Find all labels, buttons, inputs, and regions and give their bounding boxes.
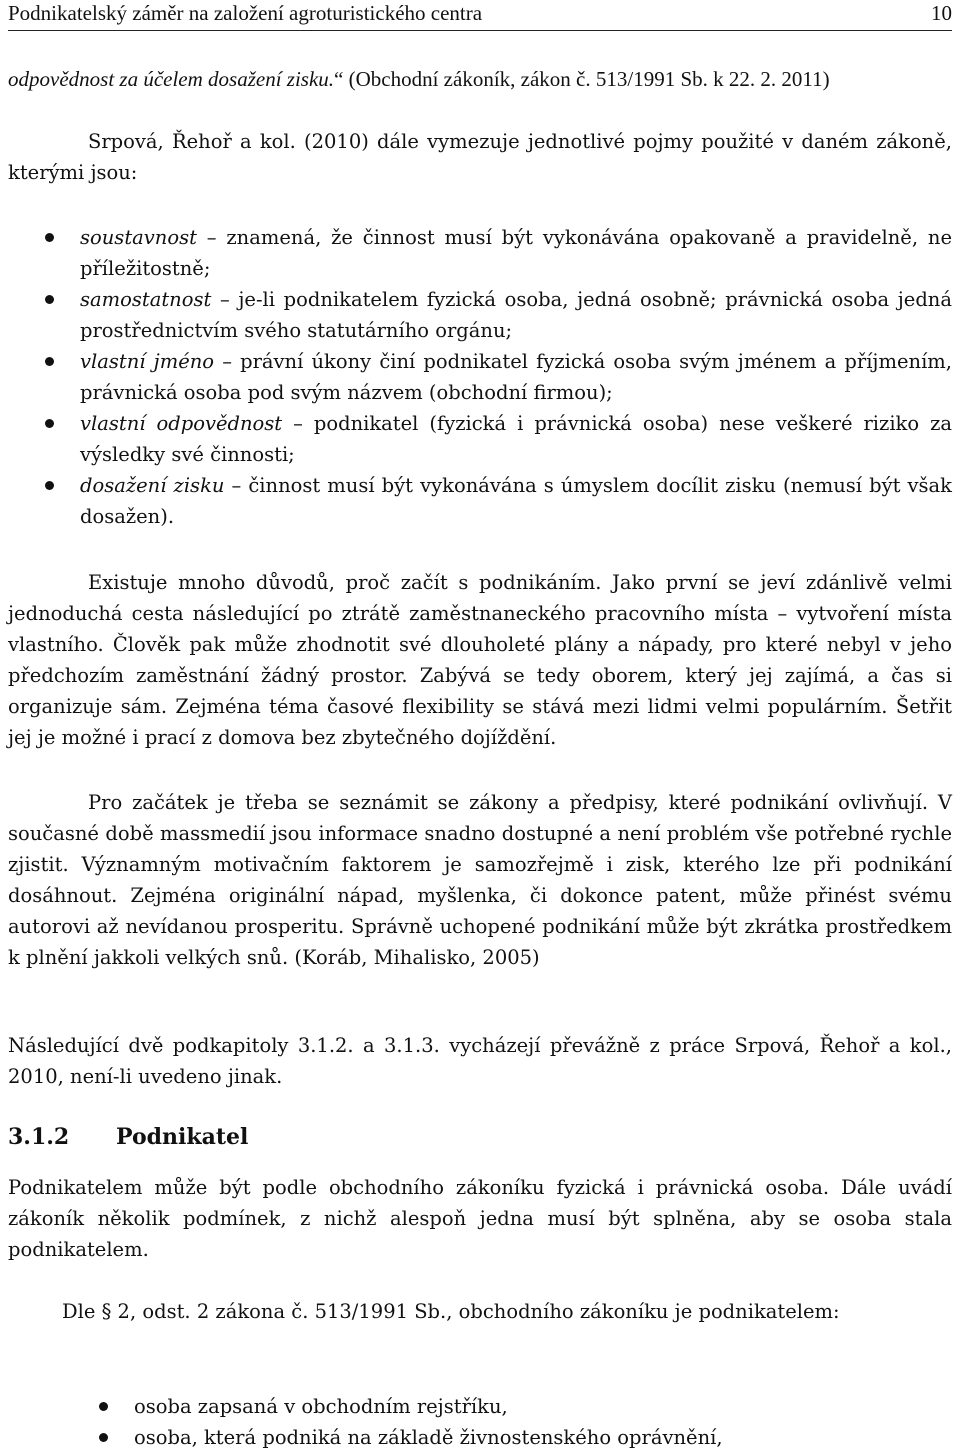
- list-item: osoba, která podniká na základě živnostenského oprávnění,: [54, 1422, 952, 1453]
- bullet-icon: [45, 481, 54, 490]
- bullet-icon: [45, 357, 54, 366]
- paragraph-motivation: Existuje mnoho důvodů, proč začít s podnikáním. Jako první se jeví zdánlivě velmi jednoduchá cesta následující po ztrátě zaměstnaneckého pracovního místa – vytvoření místa vlastního. Člověk pak může zhodnotit své dlouholeté plány a nápady, pro které nebyl v jeho předchozím zaměstnání žádný prostor. Zabývá se tedy oborem, který jej zajímá, a čas si organizuje sám. Zejména téma časové flexibility se stává mezi lidmi velmi populárním. Šetřit jej je možné i prací z domova bez zbytečného dojíždění.: [8, 571, 952, 749]
- header-title: Podnikatelský záměr na založení agroturistického centra: [8, 1, 483, 25]
- paragraph-laws: Pro začátek je třeba se seznámit se zákony a předpisy, které podnikání ovlivňují. V současné době massmedií jsou informace snadno dostupné a není problém vše potřebné rychle zjistit. Významným motivačním faktorem je samozřejmě i zisk, kterého lze při podnikání dosáhnout. Zejména originální nápad, myšlenka, či dokonce patent, může přinést svému autorovi až nevídanou prosperitu. Správně uchopené podnikání může být zkrátka prostředkem k plnění jakkoli velkých snů. (Koráb, Mihalisko, 2005): [8, 791, 952, 969]
- list-item: samostatnost – je-li podnikatelem fyzická osoba, jedná osobně; právnická osoba jedná prostřednictvím svého statutárního orgánu;: [0, 284, 952, 346]
- section-number: 3.1.2: [8, 1124, 70, 1150]
- list-item: osoba zapsaná v obchodním rejstříku,: [54, 1391, 952, 1422]
- section-heading: [8, 1122, 248, 1153]
- running-header: [8, 0, 952, 31]
- quote-end: [8, 64, 952, 95]
- quote-text: odpovědnost za účelem dosažení zisku.: [8, 67, 335, 91]
- paragraph-sources: Následující dvě podkapitoly 3.1.2. a 3.1.3. vycházejí převážně z práce Srpová, Řehoř a kol., 2010, není-li uvedeno jinak.: [8, 1034, 952, 1088]
- list-item: vlastní odpovědnost – podnikatel (fyzická i právnická osoba) nese veškeré riziko za výsledky své činnosti;: [0, 408, 952, 470]
- quote-citation: “ (Obchodní zákoník, zákon č. 513/1991 Sb. k 22. 2. 2011): [334, 67, 830, 91]
- paragraph-entrepreneur: Podnikatelem může být podle obchodního zákoníku fyzická i právnická osoba. Dále uvádí zákoník několik podmínek, z nichž alespoň jedna musí být splněna, aby se osoba stala podnikatelem.: [8, 1176, 952, 1261]
- section-title: Podnikatel: [116, 1124, 249, 1150]
- page-number: 10: [931, 1, 952, 25]
- bullet-icon: [99, 1433, 108, 1442]
- list-item: dosažení zisku – činnost musí být vykonávána s úmyslem docílit zisku (nemusí být však dosažen).: [0, 470, 952, 532]
- intro-lead: Srpová, Řehoř a kol. (2010) dále vymezuje jednotlivé pojmy použité v daném zákoně, kterými jsou:: [8, 130, 952, 184]
- list-item: vlastní jméno – právní úkony činí podnikatel fyzická osoba svým jménem a příjmením, právnická osoba pod svým názvem (obchodní firmou);: [0, 346, 952, 408]
- bullet-icon: [45, 233, 54, 242]
- definitions-list: [0, 222, 952, 532]
- law-citation: Dle § 2, odst. 2 zákona č. 513/1991 Sb., obchodního zákoníku je podnikatelem:: [62, 1300, 840, 1323]
- list-item: soustavnost – znamená, že činnost musí být vykonávána opakovaně a pravidelně, ne příležitostně;: [0, 222, 952, 284]
- bullet-icon: [45, 295, 54, 304]
- bullet-icon: [99, 1402, 108, 1411]
- law-conditions-list: [54, 1391, 952, 1453]
- bullet-icon: [45, 419, 54, 428]
